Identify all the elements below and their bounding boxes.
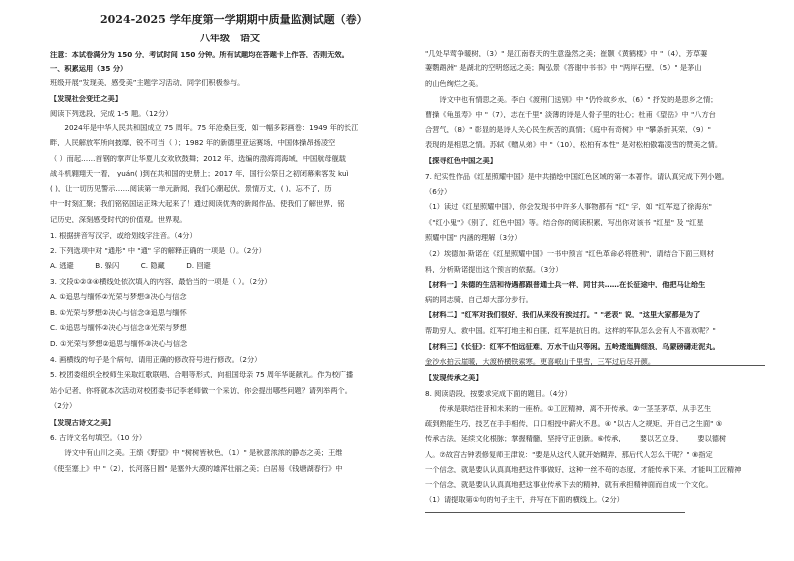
left-text-line: 【发现社会变迁之美】 [50,95,122,103]
left-text-line: 一、积累运用（35 分） [50,65,128,73]
left-text-line: 4. 画横线的句子是个病句，请用正确的修改符号进行修改。（2分） [50,356,262,364]
answer-line [425,512,685,513]
left-text-line: （2分） [50,402,77,410]
right-text-line: （1）请提取第①句的句子主干，并写在下面的横线上。（2分） [425,496,624,504]
left-text-line: 1. 根据拼音写汉字，或给划线字注音。（4分） [50,232,197,240]
left-text-line: 诗文中有山川之美。王绩《野望》中 "树树皆秋色，（1）" 是秋意浓浓的静态之美；王维 [50,449,343,457]
right-text-line: "几处早莺争暖树，（3）" 是江南春天的生意盎然之美；崔颢《黄鹤楼》中 "（4），芳草萋 [425,50,708,58]
right-text-line: （1）读过《红星照耀中国》，你会发现书中许多人事物都有 "红" 字，如 "红军逗了徐海东" [425,203,712,211]
right-text-line: 【材料三】《长征》：红军不怕远征难，万水千山只等闲。五岭逶迤腾细浪，乌蒙磅礴走泥丸。 [425,343,720,351]
right-text-line: （6分） [425,188,452,196]
answer-line [425,365,765,366]
right-text-line: 病的同志骑，自己却大部分步行。 [425,296,533,304]
left-text-line: 2. 下列选项中对 "通彤" 中 "通" 字的解释正确的一项是（）。（2分） [50,247,266,255]
right-text-line: 一个信念，就是要认认真真地把这事业传承下去的精神，就有承担精神面而自成一个文化。 [425,481,713,489]
left-text-line: 阅读下列选段，完成 1-5 题。（12分） [50,110,173,118]
right-text-line: 7. 纪实性作品《红星照耀中国》是中共描绘中国红色区域的第一本著作。请认真完成下列小题。 [425,173,729,181]
left-text-line: 班级开展“发现美，感受美”主题学习活动，同学们积极参与。 [50,79,245,87]
right-text-line: 【发现传承之美】 [425,374,483,382]
right-text-line: 金沙水拍云崖暖，大渡桥横铁索寒。更喜岷山千里雪，三军过后尽开颜。 [425,358,656,366]
right-text-line: 【材料一】朱德的生活和待遇都跟普通士兵一样，同甘共……在长征途中，他把马让给生 [425,281,706,289]
right-text-line: 曹操《龟虽寿》中 "（7），志在千里" 淡薄的诗是人骨子里的壮心；杜甫《望岳》中 "八方台 [425,111,716,119]
right-text-line: （2）埃德加·斯诺在《红星照耀中国》一书中预言 "红色革命必将胜利"，请结合下面三则材 [425,250,714,258]
left-text-line: 《使至塞上》中 "（2），长河落日圆" 是塞外大漠的雄浑壮丽之美；白居易《钱塘湖春行》中 [50,465,343,473]
left-text-line: 畔，人民解放军所向披靡，锐不可当（ ）；1982 年的新德里亚运赛场，中国体操昂扬凌空 [50,139,336,147]
right-text-line: 疏到熟能生巧，技艺在手手相传，口口相授中薪火不息。④ "以古人之规矩，开自己之生面" ⑤ [425,420,723,428]
exam-subtitle: 八年级 语文 [200,34,260,44]
right-text-line: 8. 阅读语段，按要求完成下面的题目。（4分） [425,390,572,398]
right-text-line: 萋鹦鹉洲" 是湖北的空明悠远之美；陶弘景《答谢中书书》中 "两岸石壁，（5）" 是茅山 [425,64,702,72]
left-text-line: 站小记者，你将就本次活动对校团委书记李老师做一个采访，你会提出哪些问题？请列举两个。 [50,387,352,395]
right-text-line: 料，分析斯诺提出这个预言的依据。（3分） [425,266,563,274]
left-text-line: A. 逃避 B. 躲闪 C. 隐藏 D. 回避 [50,262,211,270]
left-text-line: 中一时刻汇聚；我们铭铭国运正珠大起来了！通过阅读优秀的新闻作品，使我们了解世界，铭 [50,200,345,208]
left-text-line: 6. 古诗文名句填空。（10 分） [50,434,147,442]
right-text-line: 诗文中也有情思之美。李白《渡荆门送别》中 "仍怜故乡水，（6）" 抒发的是思乡之情； [425,96,718,104]
left-text-line: 3. 文段①②③④横线处依次填入的内容，最恰当的一项是（ ）。（2分） [50,278,272,286]
left-text-line: 2024年是中华人民共和国成立 75 周年。75 年沧桑巨变，如一幅多彩画卷：1949 年的长江 [50,124,359,132]
exam-title: 2024-2025 学年度第一学期期中质量监测试题（卷） [100,14,368,25]
right-text-line: 一个信念，就是要认认真真地把这件事做好，这种一丝不苟的态度，才能传承下来，才能叫工匠精神 [425,466,742,474]
left-text-line: （ ）而起……首钢的掌声让华夏儿女欢欣鼓舞；2012 年，选编的渤海湾海域，中国航母舰载 [50,155,346,163]
right-text-line: 传承古法，延续文化根脉；掌握精髓，坚持守正创新。⑥传承，____要以艺立身，____要以德树 [425,435,727,443]
right-text-line: 照耀中国" 内涵的理解（3分） [425,234,522,242]
right-text-line: 【探寻红色中国之美】 [425,157,497,165]
exam-notice: 注意：本试卷满分为 150 分，考试时间 150 分钟。所有试题均在答题卡上作答，否则无效。 [50,51,349,59]
right-text-line: 人。⑦故宫古钟表修复师王津说："要是从这代人就开始糊弄，那后代人怎么干呢？" ⑧指定 [425,451,713,459]
right-text-line: 传承是联结往昔和未来的一座桥。①工匠精神，离不开传承。②一茎茎茅草，从手艺生 [425,405,712,413]
left-text-line: C. ①追思与缅怀②决心与信念③光荣与梦想 [50,324,187,332]
right-text-line: 【材料二】"红军对我们很好，我们从来没有挨过打。" "老表" 说，"这里大家都是为了 [425,311,701,319]
left-text-line: A. ①追思与缅怀②光荣与梦想③决心与信念 [50,293,187,301]
right-text-line: 合营气，（8）" 彰显的是诗人关心民生疾苦的真情；《庭中有奇树》中 "攀条折其荣，（9）" [425,126,711,134]
left-text-line: 战斗机翱翔天一着， yuán( )到在共和国的史册上；2017 年，国行公祭日之初闭幕乘客发 kuì [50,170,349,178]
left-text-line: 5. 校团委组织全校师生采取红歌联唱、合唱等形式，向祖国母亲 75 周年华诞献礼。作为校广播 [50,371,354,379]
right-text-line: 的山色绚烂之美。 [425,80,483,88]
right-text-line: 表现的是相思之情。苏轼《赠从弟》中 "（10），松柏有本性" 是对松柏傲霜凌雪的赞美之情。 [425,141,723,149]
left-text-line: D. ①光荣与梦想②追思与缅怀③决心与信念 [50,340,188,348]
right-text-line: 帮助穷人，救中国。红军打地主和白匪，红军是抗日的。这样的军队怎么会有人不喜欢呢？" [425,327,716,335]
right-text-line: 《"红小鬼"》《别了，红色中国》等。结合你的阅读积累，写出你对该书 "红星" 及 "红星 [425,219,704,227]
left-text-line: 记历史，深刻感受时代的价值观。世界观。 [50,216,187,224]
left-text-line: B. ①光荣与梦想②决心与信念③追思与缅怀 [50,309,187,317]
left-text-line: ( )，让一切历见警示……阅读第一单元新闻，我们心潮起伏，景情万丈，( )，忘不了，历 [50,185,332,193]
left-text-line: 【发现古诗文之美】 [50,419,115,427]
